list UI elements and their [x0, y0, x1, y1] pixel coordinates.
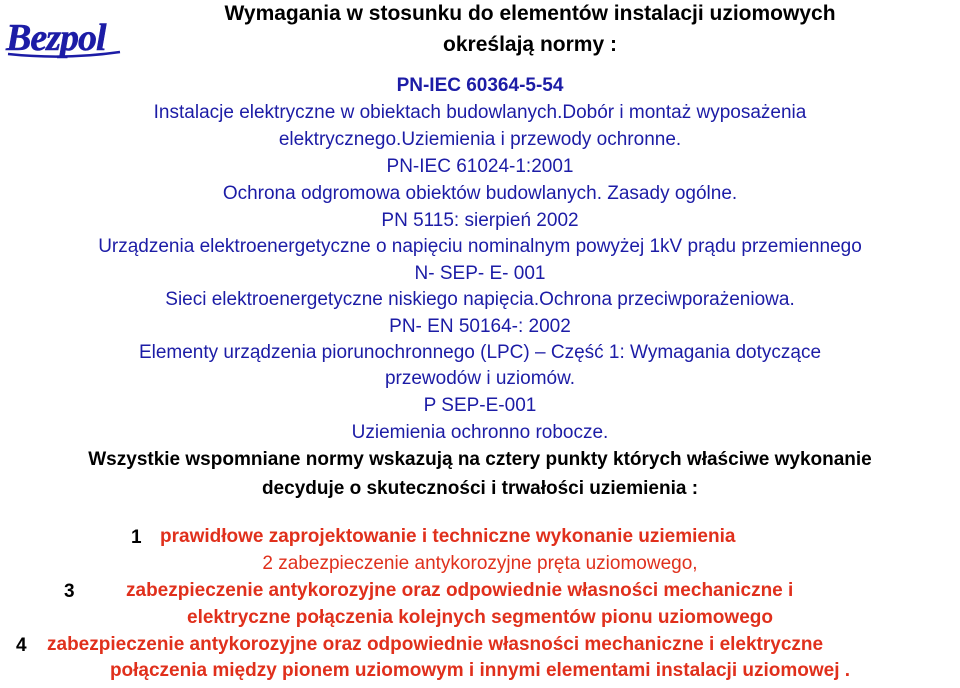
point-text: połączenia między pionem uziomowym i innymi elementami instalacji uziomowej . — [109, 660, 851, 681]
summary-line-2: decyduje o skuteczności i trwałości uziemienia : — [261, 478, 699, 499]
point-number: 1 — [131, 527, 142, 548]
summary-line-1: Wszystkie wspomniane normy wskazują na cztery punkty których właściwe wykonanie — [88, 449, 872, 470]
page-title-line-2: określają normy : — [443, 33, 617, 56]
standard-code: N- SEP- E- 001 — [414, 263, 546, 284]
point-number: 3 — [64, 581, 75, 602]
point-number: 4 — [16, 635, 27, 656]
bezpol-logo-icon — [4, 14, 124, 62]
point-text: prawidłowe zaprojektowanie i techniczne wykonanie uziemienia — [160, 526, 736, 547]
standard-description: Ochrona odgromowa obiektów budowlanych. Zasady ogólne. — [222, 183, 738, 204]
standard-code: PN-IEC 60364-5-54 — [396, 75, 564, 96]
standard-code: PN- EN 50164-: 2002 — [389, 316, 571, 337]
standard-code: PN-IEC 61024-1:2001 — [386, 156, 574, 177]
standard-description: przewodów i uziomów. — [384, 368, 576, 389]
standard-description: Instalacje elektryczne w obiektach budowlanych.Dobór i montaż wyposażenia — [153, 102, 807, 123]
page-title-line-1: Wymagania w stosunku do elementów instalacji uziomowych — [224, 2, 836, 25]
svg-text:Bezpol: Bezpol — [6, 17, 106, 59]
point-text: elektryczne połączenia kolejnych segmentów pionu uziomowego — [187, 607, 773, 628]
point-text: zabezpieczenie antykorozyjne oraz odpowiednie własności mechaniczne i elektryczne — [47, 634, 824, 655]
standard-description: Elementy urządzenia piorunochronnego (LPC) – Część 1: Wymagania dotyczące — [138, 342, 822, 363]
standard-description: Uziemienia ochronno robocze. — [351, 422, 609, 443]
standard-code: P SEP-E-001 — [423, 395, 537, 416]
point-text-line: zabezpieczenie antykorozyjne pręta uziomowego, — [278, 553, 698, 574]
point-number: 2 — [262, 553, 273, 574]
standard-description: Sieci elektroenergetyczne niskiego napięcia.Ochrona przeciwporażeniowa. — [165, 289, 795, 310]
standard-code: PN 5115: sierpień 2002 — [381, 210, 579, 231]
standard-description: elektrycznego.Uziemienia i przewody ochronne. — [278, 129, 682, 150]
point-text — [0, 554, 960, 573]
standard-description: Urządzenia elektroenergetyczne o napięciu nominalnym powyżej 1kV prądu przemiennego — [98, 236, 862, 257]
point-text: zabezpieczenie antykorozyjne oraz odpowiednie własności mechaniczne i — [126, 580, 794, 601]
